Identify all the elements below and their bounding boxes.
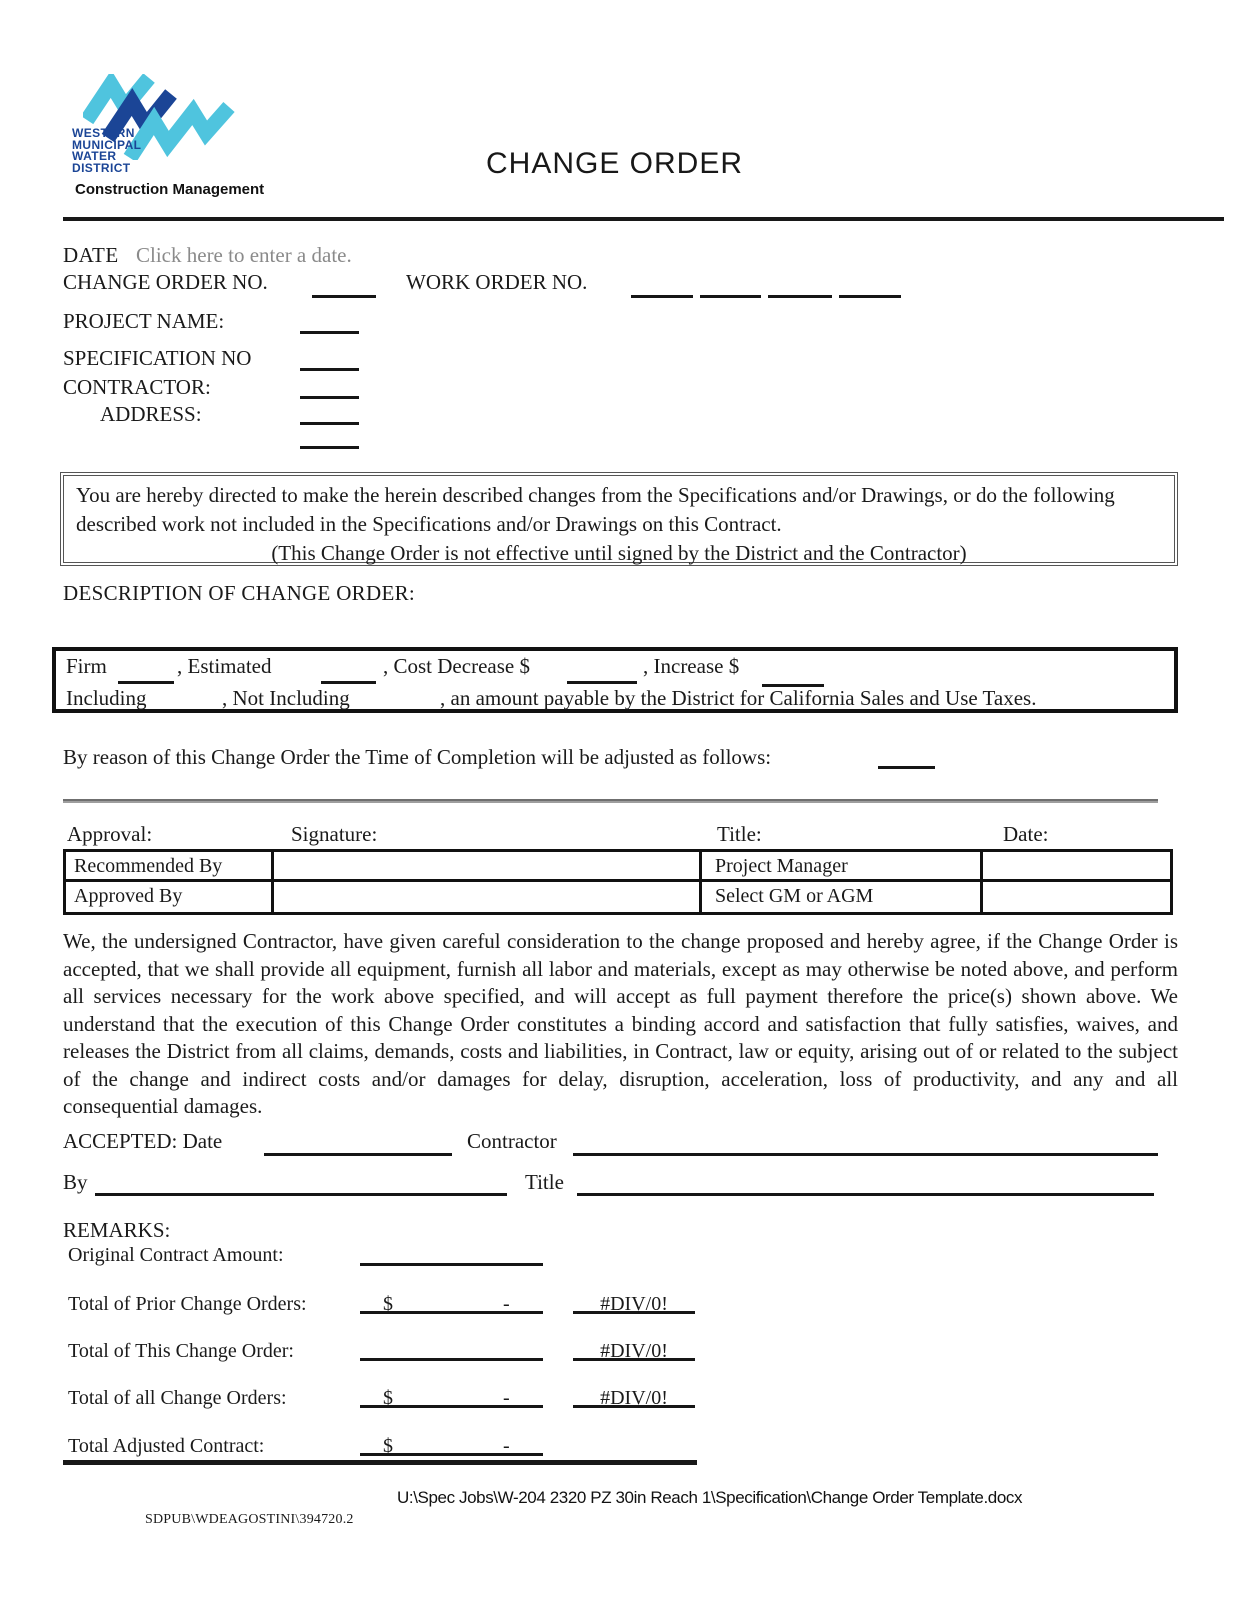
approval-row-label: Recommended By: [66, 852, 274, 882]
div-error-value: #DIV/0!: [600, 1293, 668, 1315]
all-change-orders-pct-blank[interactable]: [573, 1405, 695, 1408]
not-including-label: , Not Including: [222, 686, 350, 710]
approval-row-label: Approved By: [66, 882, 274, 912]
date-cell[interactable]: [983, 882, 1170, 912]
directive-note: (This Change Order is not effective until signed by the District and the Contractor): [271, 541, 967, 565]
time-clause-label: By reason of this Change Order the Time of Completion will be adjusted as follows:: [63, 745, 772, 769]
document-file-path: U:\Spec Jobs\W-204 2320 PZ 30in Reach 1\Specification\Change Order Template.docx: [397, 1488, 1023, 1507]
accepted-by-label: By: [63, 1170, 88, 1194]
remarks-bottom-rule: [63, 1460, 697, 1465]
estimated-blank[interactable]: [321, 681, 376, 684]
approval-table: [63, 849, 1173, 915]
signature-cell[interactable]: [274, 852, 702, 882]
prior-change-orders-blank[interactable]: [360, 1311, 543, 1314]
dash-value: -: [503, 1435, 510, 1457]
specification-no-blank[interactable]: [300, 368, 359, 371]
change-order-no-blank[interactable]: [312, 295, 376, 298]
date-cell[interactable]: [983, 852, 1170, 882]
address-blank-1[interactable]: [300, 422, 359, 425]
remarks-heading: REMARKS:: [63, 1218, 171, 1242]
total-adjusted-contract-blank[interactable]: [360, 1453, 543, 1456]
contractor-label: CONTRACTOR:: [63, 375, 211, 399]
district-line-3: WATER: [72, 149, 117, 163]
title-cell: Project Manager: [702, 852, 983, 882]
remarks-row-label: Total of This Change Order:: [68, 1340, 294, 1362]
original-contract-amount-blank[interactable]: [360, 1263, 543, 1266]
date-picker-placeholder[interactable]: Click here to enter a date.: [136, 243, 352, 267]
work-order-no-blank-2[interactable]: [700, 295, 761, 298]
accepted-date-label: ACCEPTED: Date: [63, 1129, 223, 1153]
accepted-title-blank[interactable]: [577, 1193, 1154, 1196]
approval-header: Approval:: [67, 822, 153, 846]
header-divider: [63, 217, 1224, 221]
work-order-no-label: WORK ORDER NO.: [406, 270, 588, 294]
title-cell: Select GM or AGM: [702, 882, 983, 912]
remarks-row-label: Total Adjusted Contract:: [68, 1435, 265, 1457]
cost-decrease-label: , Cost Decrease $: [383, 654, 530, 678]
time-adjustment-blank[interactable]: [878, 766, 935, 769]
contractor-blank[interactable]: [300, 396, 359, 399]
accepted-title-label: Title: [525, 1170, 564, 1194]
department-label: Construction Management: [75, 181, 265, 198]
accepted-contractor-blank[interactable]: [573, 1153, 1158, 1156]
change-order-no-label: CHANGE ORDER NO.: [63, 270, 268, 294]
address-blank-2[interactable]: [300, 446, 359, 449]
cost-decrease-blank[interactable]: [567, 681, 637, 684]
title-header: Title:: [717, 822, 762, 846]
including-label: Including: [66, 686, 147, 710]
work-order-no-blank-4[interactable]: [839, 295, 901, 298]
estimated-label: , Estimated: [177, 654, 272, 678]
dollar-sign: $: [383, 1293, 393, 1315]
approval-section-divider: [63, 799, 1158, 803]
district-line-4: DISTRICT: [72, 160, 131, 175]
address-label: ADDRESS:: [100, 402, 202, 426]
agreement-paragraph: We, the undersigned Contractor, have given careful consideration to the change proposed and hereby agree, if the Change Order is accepted, that we shall provide all equipment, furnish all labor and materials, except as may otherwise be noted above, and perform all services necessary for the work above specified, and will accept as full payment therefore the price(s) shown above. We understand that the execution of this Change Order constitutes a binding accord and satisfaction that fully satisfies, waives, and releases the District from all claims, demands, costs and liabilities, in Contract, law or equity, arising out of or related to the subject of the change and indirect costs and/or damages for delay, disruption, acceleration, loss of productivity, and any and all consequential damages.: [63, 929, 1178, 1118]
directive-box: [60, 472, 1178, 566]
tax-clause-label: , an amount payable by the District for California Sales and Use Taxes.: [440, 686, 1037, 710]
firm-label: Firm: [66, 654, 107, 678]
this-change-order-blank[interactable]: [360, 1358, 543, 1361]
remarks-row-label: Total of all Change Orders:: [68, 1387, 287, 1409]
date-header: Date:: [1003, 822, 1049, 846]
directive-body: You are hereby directed to make the herein described changes from the Specifications and/or Drawings, or do the following described work not included in the Specifications and/or Drawings on this Contract.: [76, 483, 1115, 536]
this-change-order-pct-blank[interactable]: [573, 1358, 695, 1361]
project-name-blank[interactable]: [300, 331, 359, 334]
specification-no-label: SPECIFICATION NO: [63, 346, 252, 370]
prior-change-orders-pct-blank[interactable]: [573, 1311, 695, 1314]
work-order-no-blank-3[interactable]: [768, 295, 832, 298]
dash-value: -: [503, 1293, 510, 1315]
signature-header: Signature:: [291, 822, 378, 846]
div-error-value: #DIV/0!: [600, 1340, 668, 1362]
dash-value: -: [503, 1387, 510, 1409]
accepted-date-blank[interactable]: [264, 1153, 452, 1156]
district-line-1: WESTERN: [72, 126, 135, 140]
document-reference: SDPUB\WDEAGOSTINI\394720.2: [145, 1512, 354, 1527]
accepted-by-blank[interactable]: [95, 1193, 507, 1196]
dollar-sign: $: [383, 1435, 393, 1457]
firm-blank[interactable]: [118, 681, 174, 684]
date-label: DATE: [63, 243, 119, 267]
dollar-sign: $: [383, 1387, 393, 1409]
remarks-row-label: Total of Prior Change Orders:: [68, 1293, 307, 1315]
div-error-value: #DIV/0!: [600, 1387, 668, 1409]
remarks-row-label: Original Contract Amount:: [68, 1244, 284, 1266]
signature-cell[interactable]: [274, 882, 702, 912]
work-order-no-blank-1[interactable]: [631, 295, 693, 298]
all-change-orders-blank[interactable]: [360, 1405, 543, 1408]
project-name-label: PROJECT NAME:: [63, 309, 225, 333]
page-title: CHANGE ORDER: [486, 147, 744, 180]
district-line-2: MUNICIPAL: [72, 137, 142, 152]
accepted-contractor-label: Contractor: [467, 1129, 557, 1153]
description-label: DESCRIPTION OF CHANGE ORDER:: [63, 581, 416, 605]
district-name: [72, 128, 141, 174]
increase-label: , Increase $: [643, 654, 740, 678]
